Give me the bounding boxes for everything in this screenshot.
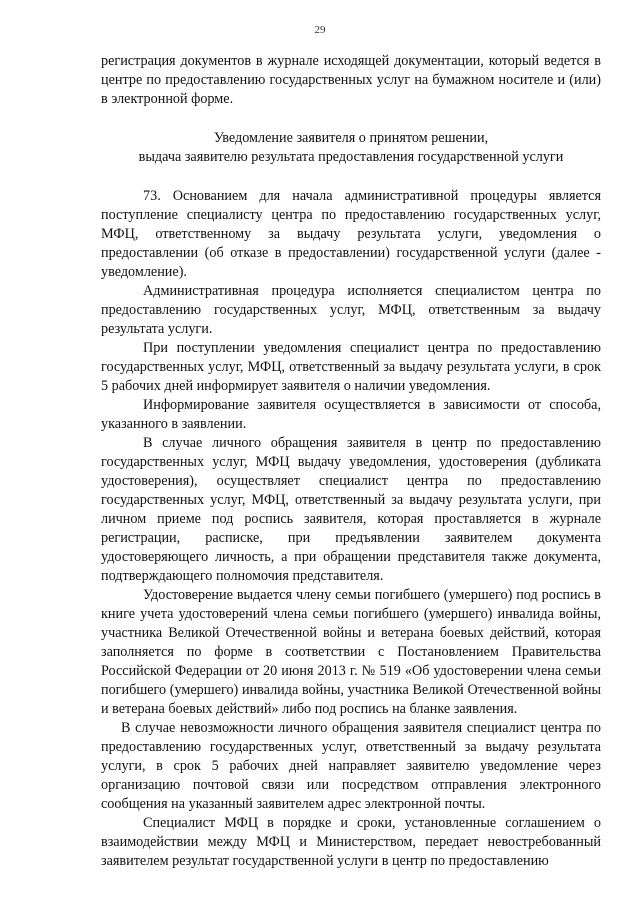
section-heading-line-1: Уведомление заявителя о принятом решении,: [213, 130, 489, 146]
section-heading: [101, 129, 601, 167]
continuation-paragraph: регистрация документов в журнале исходящей документации, который ведется в центре по предоставлению государственных услуг на бумажном носителе и (или) в электронной форме.: [101, 53, 601, 107]
paragraph: При поступлении уведомления специалист центра по предоставлению государственных услуг, МФЦ, ответственный за выдачу результата услуги, в срок 5 рабочих дней информирует заявителя о наличии уведомления.: [101, 340, 601, 394]
document-body: [101, 52, 601, 871]
paragraph: Информирование заявителя осуществляется в зависимости от способа, указанного в заявлении.: [101, 397, 601, 432]
paragraph: Удостоверение выдается члену семьи погибшего (умершего) под роспись в книге учета удостоверений члена семьи погибшего (умершего) инвалида войны, участника Великой Отечественной войны и ветерана боевых действий, которая заполняется по форме в соответствии с Постановлением Правительства Российской Федерации от 20 июня 2013 г. № 519 «Об удостоверении члена семьи погибшего (умершего) инвалида войны, участника Великой Отечественной войны и ветерана боевых действий» либо под роспись на бланке заявления.: [101, 587, 601, 717]
paragraph: Специалист МФЦ в порядке и сроки, установленные соглашением о взаимодействии между МФЦ и Министерством, передает невостребованный заявителем результат государственной услуги в центр по предоставлению: [101, 815, 601, 869]
paragraph: В случае личного обращения заявителя в центр по предоставлению государственных услуг, МФЦ выдачу уведомления, удостоверения (дубликата удостоверения), осуществляет специалист центра по предоставлению государственных услуг, МФЦ, ответственный за выдачу результата услуги, при личном приеме под роспись заявителя, которая проставляется в журнале регистрации, расписке, при предъявлении заявителем документа удостоверяющего личность, а при обращении представителя также документа, подтверждающего полномочия представителя.: [101, 435, 601, 584]
paragraph: В случае невозможности личного обращения заявителя специалист центра по предоставлению государственных услуг, ответственный за выдачу результата услуги, в срок 5 рабочих дней направляет заявителю уведомление через организацию почтовой связи или посредством отправления электронного сообщения на указанный заявителем адрес электронной почты.: [101, 720, 601, 812]
section-heading-line-2: выдача заявителю результата предоставления государственной услуги: [138, 149, 564, 165]
paragraph-73: 73. Основанием для начала административной процедуры является поступление специалисту центра по предоставлению государственных услуг, МФЦ, ответственному за выдачу результата услуги, уведомления о предоставлении (об отказе в предоставлении) государственной услуги (далее - уведомление).: [101, 188, 601, 280]
page-number: 29: [314, 24, 326, 36]
paragraph: Административная процедура исполняется специалистом центра по предоставлению государственных услуг, МФЦ, ответственным за выдачу результата услуги.: [101, 283, 601, 337]
